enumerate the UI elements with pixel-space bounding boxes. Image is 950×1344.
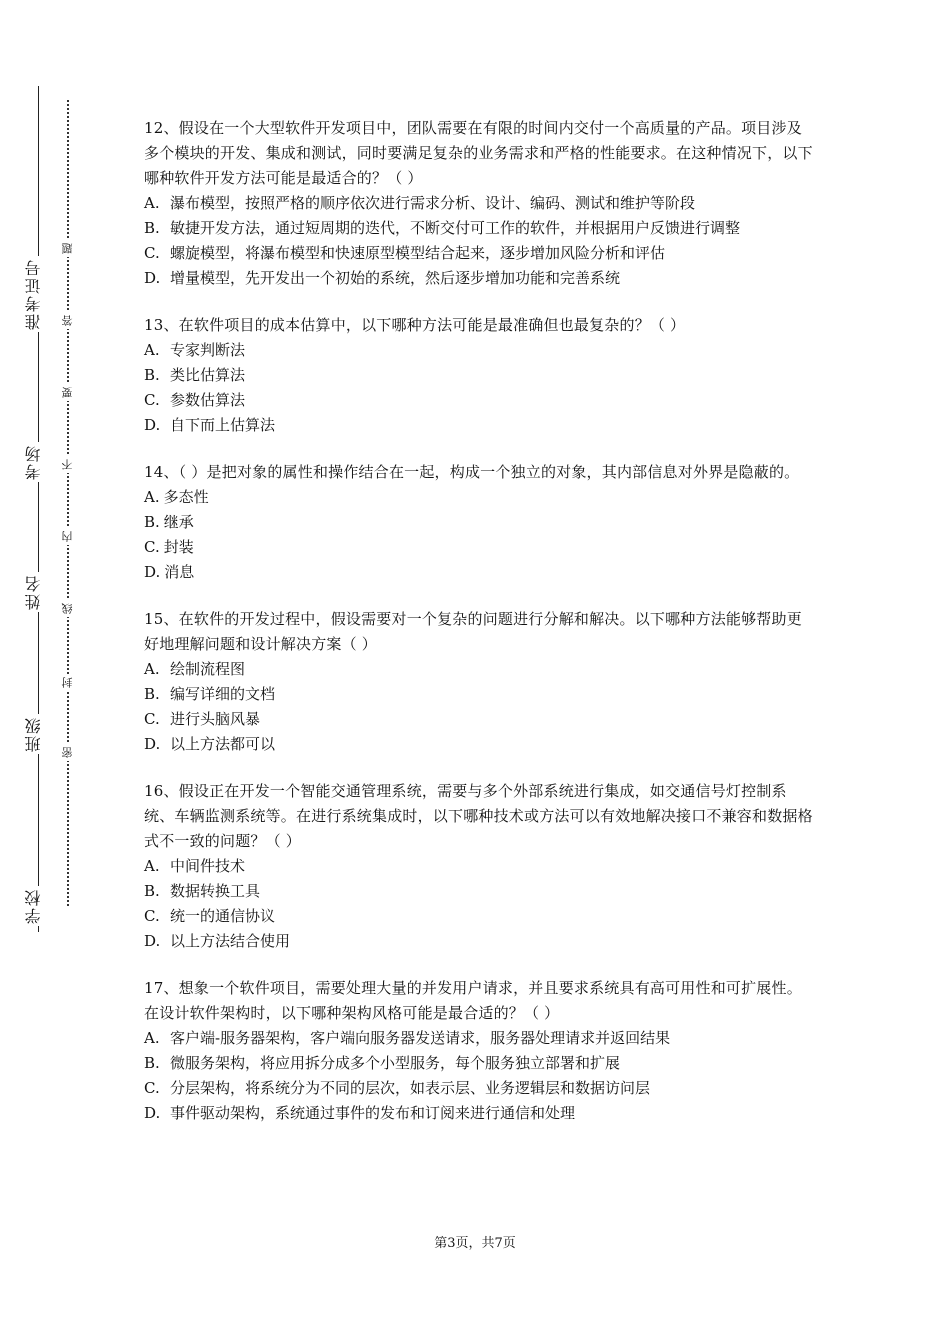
option-c: C. 封装 [144,538,194,556]
option-c: C. 参数估算法 [144,391,246,409]
binding-margin [0,0,130,1344]
seal-char-feng: 封 [60,674,74,691]
binding-solid-line [38,86,39,932]
option-c: C. 螺旋模型，将瀑布模型和快速原型模型结合起来，逐步增加风险分析和评估 [144,244,666,262]
seal-char-nei: 内 [60,528,74,545]
seal-char-bu: 不 [60,456,74,473]
option-c: C. 分层架构，将系统分为不同的层次，如表示层、业务逻辑层和数据访问层 [144,1079,651,1097]
field-label-exam-room: 考场 [24,444,43,480]
question-stem: 14、（ ）是把对象的属性和操作结合在一起，构成一个独立的对象，其内部信息对外界是隐蔽的。 [144,463,800,481]
option-b: B. 编写详细的文档 [144,685,276,703]
question-stem: 15、在软件的开发过程中，假设需要对一个复杂的问题进行分解和解决。以下哪种方法能够帮助更好地理解问题和设计解决方案（ ） [144,610,802,653]
option-a: A. 瀑布模型，按照严格的顺序依次进行需求分析、设计、编码、测试和维护等阶段 [144,194,696,212]
option-a: A. 多态性 [144,488,209,506]
field-label-name: 姓名 [24,574,43,610]
option-a: A. 绘制流程图 [144,660,246,678]
field-label-ticket-number: 准考证号 [24,258,43,330]
option-b: B. 类比估算法 [144,366,246,384]
seal-char-da: 答 [60,312,74,329]
seal-dotted-line [67,100,69,906]
field-label-school: 学校 [24,888,43,924]
option-d: D. 以上方法结合使用 [144,932,291,950]
seal-char-yao: 要 [60,384,74,401]
option-c: C. 进行头脑风暴 [144,710,261,728]
question-13 [144,313,814,438]
question-list [144,116,814,1148]
option-b: B. 敏捷开发方法，通过短周期的迭代，不断交付可工作的软件，并根据用户反馈进行调整 [144,219,741,237]
option-c: C. 统一的通信协议 [144,907,276,925]
question-17 [144,976,814,1126]
option-a: A. 专家判断法 [144,341,246,359]
question-stem: 16、假设正在开发一个智能交通管理系统，需要与多个外部系统进行集成，如交通信号灯控制系统、车辆监测系统等。在进行系统集成时，以下哪种技术或方法可以有效地解决接口不兼容和数据格式不一致的问题？（ ） [144,782,813,850]
field-label-class: 班级 [24,716,43,752]
option-a: A. 中间件技术 [144,857,246,875]
page-number: 第3页，共7页 [434,1236,516,1251]
question-stem: 12、假设在一个大型软件开发项目中，团队需要在有限的时间内交付一个高质量的产品。项目涉及多个模块的开发、集成和测试，同时要满足复杂的业务需求和严格的性能要求。在这种情况下，以下哪种软件开发方法可能是最适合的？（ ） [144,119,813,187]
question-stem: 17、想象一个软件项目，需要处理大量的并发用户请求，并且要求系统具有高可用性和可扩展性。在设计软件架构时，以下哪种架构风格可能是最合适的？（ ） [144,979,802,1022]
option-b: B. 数据转换工具 [144,882,261,900]
option-d: D. 以上方法都可以 [144,735,276,753]
option-d: D. 事件驱动架构，系统通过事件的发布和订阅来进行通信和处理 [144,1104,576,1122]
question-14 [144,460,814,585]
option-d: D. 增量模型，先开发出一个初始的系统，然后逐步增加功能和完善系统 [144,269,621,287]
seal-char-mi: 密 [60,744,74,761]
question-12 [144,116,814,291]
question-stem: 13、在软件项目的成本估算中，以下哪种方法可能是最准确但也最复杂的？（ ） [144,316,686,334]
seal-char-ti: 题 [60,240,74,257]
option-a: A. 客户端-服务器架构，客户端向服务器发送请求，服务器处理请求并返回结果 [144,1029,671,1047]
option-d: D. 消息 [144,563,195,581]
option-d: D. 自下而上估算法 [144,416,276,434]
option-b: B. 继承 [144,513,194,531]
option-b: B. 微服务架构，将应用拆分成多个小型服务，每个服务独立部署和扩展 [144,1054,621,1072]
seal-char-xian: 线 [60,600,74,617]
question-16 [144,779,814,954]
question-15 [144,607,814,757]
